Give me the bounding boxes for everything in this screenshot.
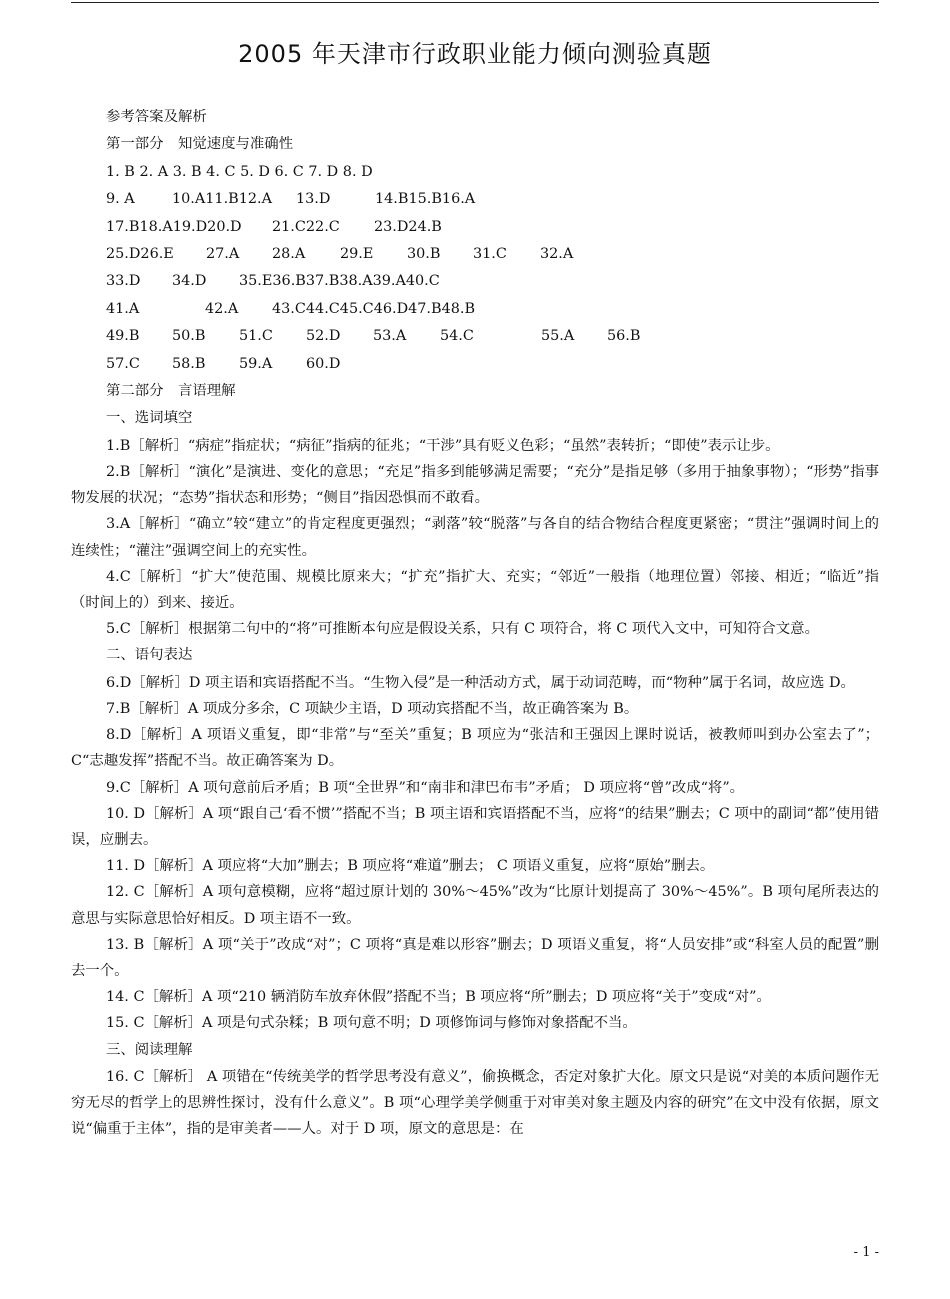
answer-group: 42.A	[205, 300, 239, 317]
answer-group: 54.C	[440, 328, 474, 345]
section-heading: 一、选词填空	[106, 410, 193, 427]
answer-group: 60.D	[306, 355, 341, 372]
answer-row	[106, 323, 879, 350]
answer-group: 27.A	[206, 245, 240, 262]
explanation-paragraph: 6.D［解析］D 项主语和宾语搭配不当。“生物入侵”是一种活动方式，属于动词范畴，而“物种”属于名词，故应选 D。	[106, 674, 855, 691]
explanation-paragraph: 2.B［解析］“演化”是演进、变化的意思；“充足”指多到能够满足需要；“充分”是指足够（多用于抽象事物）；“形势”指事物发展的状况；“态势”指状态和形势；“侧目”指因恐惧而不敢看。	[71, 463, 879, 507]
explanation-paragraph: 4.C［解析］“扩大”使范围、规模比原来大；“扩充”指扩大、充实；“邻近”一般指（地理位置）邻接、相近；“临近”指（时间上的）到来、接近。	[71, 568, 879, 611]
part1-heading: 第一部分 知觉速度与准确性	[106, 136, 294, 153]
explanation-paragraph: 13. B［解析］A 项“关于”改成“对”；C 项将“真是难以形容”删去；D 项语义重复，将“人员安排”或“科室人员的配置”删去一个。	[71, 936, 879, 979]
answer-group: 41.A	[106, 300, 140, 317]
answer-row	[106, 214, 879, 241]
answers-heading: 参考答案及解析	[106, 109, 207, 125]
answer-row	[106, 159, 879, 186]
answer-group: 34.D	[172, 273, 207, 290]
explanation-paragraph: 1.B［解析］“病症”指症状；“病征”指病的征兆；“干涉”具有贬义色彩；“虽然”表转折；“即使”表示让步。	[106, 437, 780, 454]
answer-group: 58.B	[172, 355, 206, 372]
explanation-paragraph: 14. C［解析］A 项“210 辆消防车放弃休假”搭配不当；B 项应将“所”删去；D 项应将“关于”变成“对”。	[106, 989, 771, 1006]
answer-group: 59.A	[239, 355, 273, 372]
answer-group: 49.B	[106, 328, 140, 345]
answer-group: 50.B	[172, 328, 206, 345]
explanation-paragraph: 3.A［解析］“确立”较“建立”的肯定程度更强烈；“剥落”较“脱落”与各自的结合物结合程度更紧密；“贯注”强调时间上的连续性；“灌注”强调空间上的充实性。	[71, 516, 879, 559]
answer-group: 1. B 2. A 3. B 4. C 5. D 6. C 7. D 8. D	[106, 163, 373, 180]
section-heading: 二、语句表达	[106, 647, 193, 664]
explanation-paragraph: 8.D［解析］A 项语义重复，即“非常”与“至关”重复；B 项应为“张洁和王强因上课时说话，被教师叫到办公室去了”；C“志趣发挥”搭配不当。故正确答案为 D。	[71, 727, 879, 770]
answer-row	[106, 241, 879, 268]
answer-row	[106, 186, 879, 213]
explanation-paragraph: 12. C［解析］A 项句意模糊，应将“超过原计划的 30%～45%”改为“比原计划提高了 30%～45%”。B 项句尾所表达的意思与实际意思恰好相反。D 项主语不一致。	[71, 884, 879, 927]
explanation-paragraph: 7.B［解析］A 项成分多余，C 项缺少主语，D 项动宾搭配不当，故正确答案为 B。	[106, 700, 639, 717]
answer-row	[106, 296, 879, 323]
explanation-paragraph: 16. C［解析］ A 项错在“传统美学的哲学思考没有意义”，偷换概念，否定对象扩大化。原文只是说“对美的本质问题作无穷无尽的哲学上的思辨性探讨，没有什么意义”。B 项“心理学美学侧重于对审美对象主题及内容的研究”在文中没有依据，原文说“偏重于主体”，指的是审美者——人。对于 D 项，原文的意思是：在	[71, 1068, 879, 1138]
answer-row	[106, 268, 879, 295]
answer-group: 13.D	[296, 191, 331, 208]
answer-group: 57.C	[106, 355, 140, 372]
explanation-paragraph: 9.C［解析］A 项句意前后矛盾；B 项“全世界”和“南非和津巴布韦”矛盾； D 项应将“曾”改成“将”。	[106, 779, 745, 796]
part2-heading: 第二部分 言语理解	[106, 382, 236, 399]
explanation-paragraph: 5.C［解析］根据第二句中的“将”可推断本句应是假设关系，只有 C 项符合，将 C 项代入文中，可知符合文意。	[106, 621, 819, 638]
answer-group: 51.C	[239, 328, 273, 345]
answer-group: 9. A	[106, 191, 135, 208]
answer-group: 30.B	[407, 245, 441, 262]
answer-group: 31.C	[473, 245, 507, 262]
answer-group: 33.D	[106, 273, 141, 290]
answer-group: 14.B15.B16.A	[375, 191, 476, 208]
answer-group: 21.C22.C	[272, 218, 340, 235]
answer-group: 10.A11.B12.A	[172, 191, 273, 208]
answer-group: 55.A	[541, 328, 575, 345]
explanation-paragraph: 11. D［解析］A 项应将“大加”删去；B 项应将“难道”删去； C 项语义重复，应将“原始”删去。	[106, 858, 715, 875]
section-heading: 三、阅读理解	[106, 1041, 193, 1058]
answer-group: 43.C44.C45.C46.D47.B48.B	[272, 300, 476, 317]
answer-group: 17.B18.A19.D20.D	[106, 218, 242, 235]
document-body	[71, 104, 879, 1143]
answer-group: 56.B	[607, 328, 641, 345]
answer-group: 29.E	[340, 245, 374, 262]
explanation-paragraph: 15. C［解析］A 项是句式杂糅；B 项句意不明；D 项修饰词与修饰对象搭配不当。	[106, 1015, 637, 1032]
top-rule	[71, 2, 879, 3]
page-title: 2005 年天津市行政职业能力倾向测验真题	[238, 40, 712, 68]
answer-group: 32.A	[540, 245, 574, 262]
answer-group: 52.D	[306, 328, 341, 345]
page-number: - 1 -	[853, 1245, 879, 1260]
answer-group: 25.D26.E	[106, 245, 174, 262]
explanation-paragraph: 10. D［解析］A 项“跟自己‘看不惯’”搭配不当；B 项主语和宾语搭配不当，应将“的结果”删去；C 项中的副词“都”使用错误，应删去。	[71, 805, 879, 848]
answer-group: 23.D24.B	[374, 218, 442, 235]
answer-group: 28.A	[272, 245, 306, 262]
answer-group: 53.A	[373, 328, 407, 345]
answer-row	[106, 351, 879, 378]
answer-group: 35.E36.B37.B38.A39.A40.C	[239, 273, 440, 290]
